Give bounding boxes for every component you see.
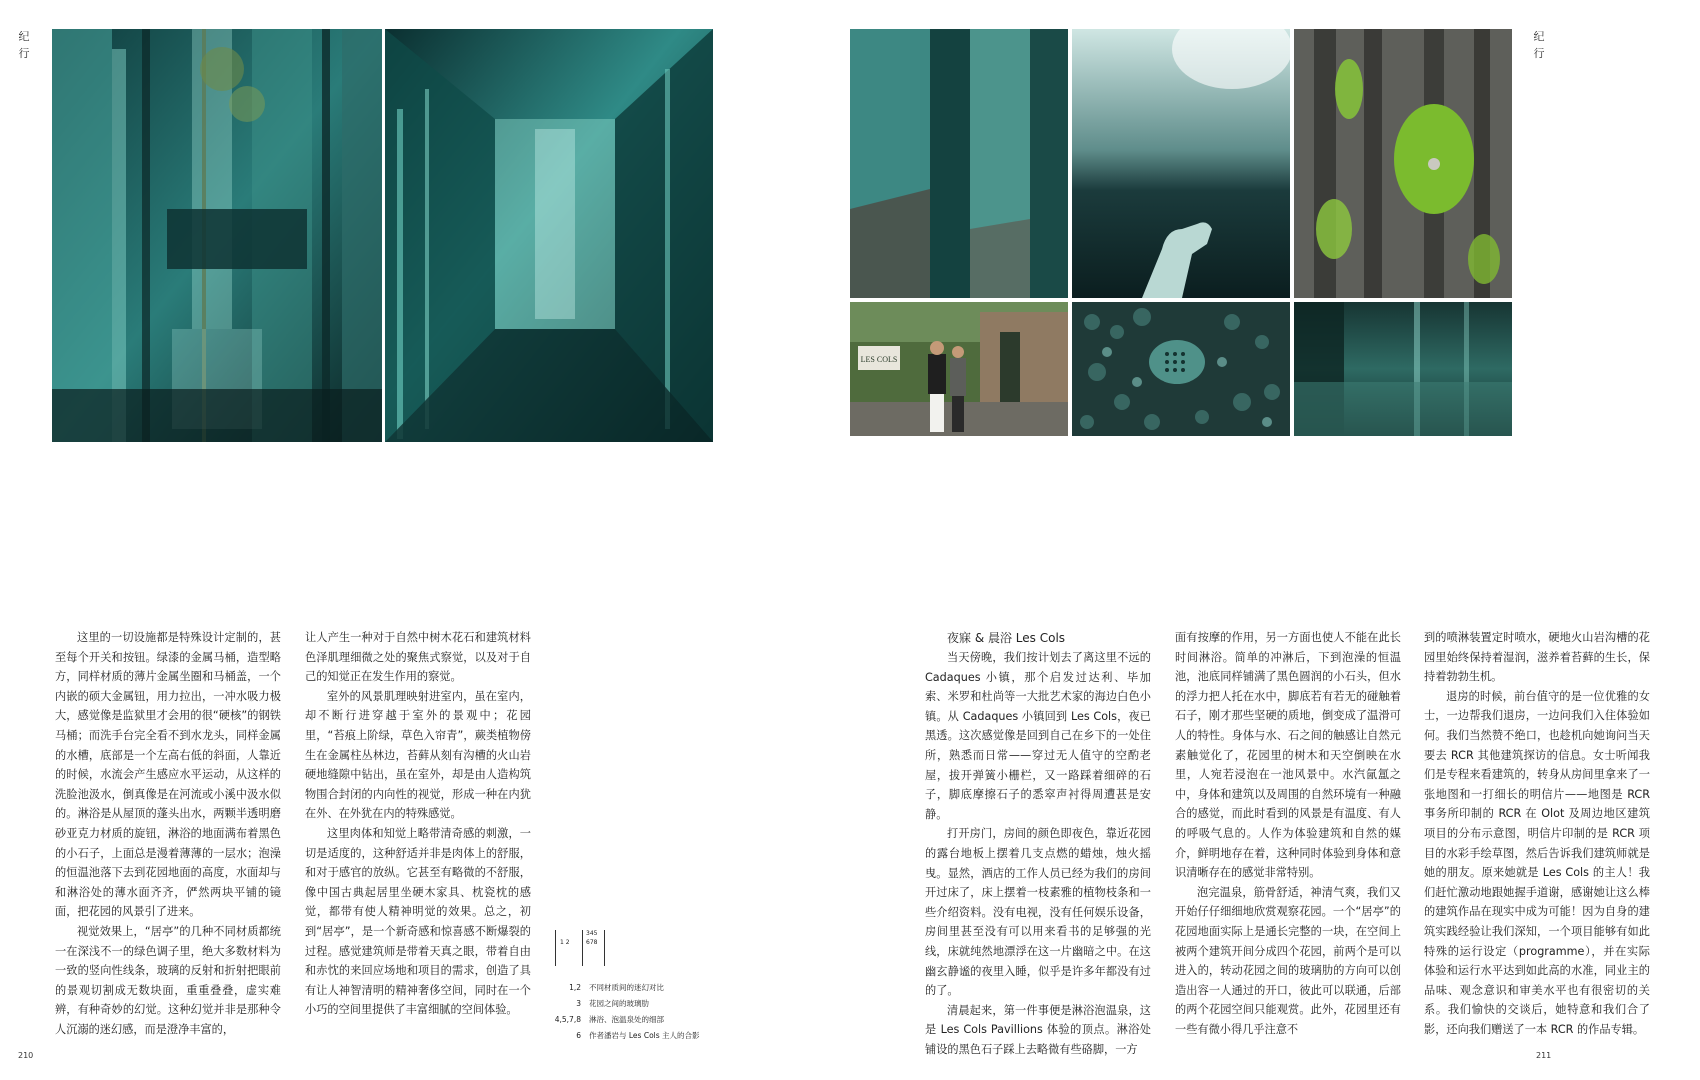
key-left-col (560, 939, 570, 946)
section-heading: 夜寐 & 晨浴 Les Cols (947, 631, 1066, 645)
article-column-3 (925, 628, 1151, 1059)
page-number-left: 210 (18, 1051, 34, 1060)
mossy-rock-detail-photo (1294, 29, 1512, 298)
key-label-6: 6 (586, 939, 590, 946)
glass-corridor-with-tree-photo (52, 29, 382, 442)
article-paragraph: 这里肉体和知觉上略带清奇感的刺激，一切是适度的，这种舒适并非是肉体上的舒服，和对于感官的放纵。它甚至有略微的不舒服，像中国古典起居里坐硬木家具、枕瓷枕的感觉，都带有使人精神明觉的效果。总之，初到“居亭”，是一个新奇感和惊喜感不断爆裂的过程。感觉建筑师是带着天真之眼，带着自由和赤忱的来回应场地和项目的需求，创造了具有让人神智清明的精神奢侈空间，同时在一个小巧的空间里提供了丰富细腻的空间体验。 (305, 826, 531, 1017)
caption-text: 淋浴、泡温泉处的细部 (589, 1015, 664, 1024)
article-paragraph: 清晨起来，第一件事便是淋浴泡温泉，这是 Les Cols Pavillions 体验的顶点。淋浴处铺设的黑色石子踩上去略微有些硌脚，一方 (925, 1003, 1151, 1056)
article-paragraph: 室外的风景肌理映射进室内，虽在室内，却不断行进穿越于室外的景观中；花园里，“苔痕上阶绿，草色入帘青”，蕨类植物傍生在金属柱丛林边，苔藓从刻有沟槽的火山岩硬地缝隙中钻出，虽在室外，却是由人造构筑物围合封闭的内向性的视觉，形成一种在内犹在外、在外犹在内的特殊感觉。 (305, 689, 531, 821)
key-left-border (555, 930, 556, 966)
author-with-les-cols-owner-photo (850, 302, 1068, 436)
article-paragraph: 让人产生一种对于自然中树木花石和建筑材料色泽肌理细微之处的聚焦式察觉，以及对于自己的知觉正在发生作用的察觉。 (305, 631, 531, 684)
article-paragraph: 打开房门，房间的颜色即夜色，靠近花园的露台地板上摆着几支点燃的蜡烛，烛火摇曳。显然，酒店的工作人员已经为我们的房间开过床了，床上摆着一枝素雅的植物枝条和一些介绍资料。没有电视，没有任何娱乐设备，房间里甚至没有可以用来看书的足够强的光线，床就纯然地漂浮在这一片幽暗之中。在这幽玄静谧的夜里入睡，似乎是许多年都没有过的了。 (925, 827, 1151, 998)
article-paragraph: 面有按摩的作用，另一方面也使人不能在此长时间淋浴。简单的冲淋后，下到泡澡的恒温池，池底同样铺满了黑色圆润的小石头，但水的浮力把人托在水中，脚底若有若无的碰触着石子，刚才那些坚硬的质地，倒变成了温滑可人的特性。身体与水、石之间的触感让自然元素触觉化了，花园里的树木和天空倒映在水里，人宛若浸泡在一池风景中。水汽氤氲之中，身体和建筑以及周围的自然环境有一种融合的感觉，而此时看到的风景是有温度、有人的呼吸气息的。人作为体验建筑和自然的媒介，鲜明地存在着，这种同时体验到身体和意识清晰存在的感觉非常特别。 (1175, 631, 1401, 880)
caption-text: 不同材质间的迷幻对比 (589, 983, 664, 992)
article-paragraph: 退房的时候，前台值守的是一位优雅的女士，一边帮我们退房，一边问我们入住体验如何。我们当然赞不绝口，也趁机向她询问当天要去 RCR 其他建筑探访的信息。女士听闻我们是专程来看建筑的，转身从房间里拿来了一张地图和一打细长的明信片——地图是 RCR 事务所印制的 RCR 在 Olot 及周边地区建筑项目的分布示意图，明信片印制的是 RCR 项目的水彩手绘草图，然后告诉我们建筑师就是她的朋友。原来她就是 Les Cols 的主人！我们赶忙激动地跟她握手道谢，感谢她让这么棒的建筑作品在现实中成为可能！因为自身的建筑实践经验让我们深知，一个项目能够有如此特殊的运行设定（programme），并在实际体验和运行水平达到如此高的水准，同业主的品味、观念意识和审美水平也有很密切的关系。我们愉快的交谈后，她特意和我们合了影，还向我们赠送了一本 RCR 的作品专辑。 (1424, 689, 1650, 1036)
caption-number: 6 (576, 1031, 581, 1040)
photo-layout-key (555, 930, 605, 966)
article-column-1 (55, 628, 281, 1039)
key-label-8: 8 (593, 939, 598, 946)
glass-pavilion-interior-photo (385, 29, 713, 442)
key-label-5: 5 (593, 930, 598, 937)
article-column-2 (305, 628, 531, 1020)
caption-number: 4,5,7,8 (554, 1015, 581, 1024)
caption-text: 花园之间的玻璃肋 (589, 999, 649, 1008)
key-divider (582, 930, 583, 966)
caption-number: 3 (576, 999, 581, 1008)
article-paragraph: 泡完温泉，筋骨舒适，神清气爽，我们又开始仔仔细细地欣赏观察花园。一个“居亭”的花园地面实际上是通长完整的一块，在空间上被两个建筑开间分成四个花园，前两个是可以进入的，转动花园之间的玻璃肋的方向可以创造出容一人通过的开口，彼此可以联通，后部的两个花园空间只能观赏。此外，花园里还有一些有微小得几乎注意不 (1175, 885, 1401, 1036)
page-number-right: 211 (1536, 1051, 1552, 1060)
key-label-1: 1 (560, 939, 564, 946)
black-pebbles-and-drain-photo (1072, 302, 1290, 436)
glass-walls-and-stone-photo (850, 29, 1068, 298)
glass-pool-reflection-photo (1294, 302, 1512, 436)
article-paragraph: 当天傍晚，我们按计划去了离这里不远的 Cadaques 小镇，那个启发过达利、毕加索、米罗和杜尚等一大批艺术家的海边白色小镇。从 Cadaques 小镇回到 Les Cols，夜已黑透。这次感觉像是回到自己在乡下的一处住所，熟悉而日常——穿过无人值守的空酌老屋，拔开弹簧小栅栏，又一路踩着细碎的石子，脚底摩擦石子的悉窣声衬得周遭甚是安静。 (925, 651, 1151, 821)
key-right-bottom (586, 939, 597, 946)
photo-caption (553, 1030, 700, 1041)
caption-number: 1,2 (569, 983, 581, 992)
key-label-2: 2 (565, 939, 570, 946)
hand-in-pool-photo (1072, 29, 1290, 298)
key-label-3: 3 (586, 930, 590, 937)
article-paragraph: 视觉效果上，“居亭”的几种不同材质都统一在深浅不一的绿色调子里，绝大多数材料为一致的竖向性线条，玻璃的反射和折射把眼前的景观切割成无数块面，重重叠叠，虚实难辨，有种奇妙的幻觉。这种幻觉并非是那种令人沉溺的迷幻感，而是澄净丰富的， (55, 924, 281, 1036)
photo-caption (553, 998, 649, 1009)
key-label-4: 4 (589, 930, 594, 937)
caption-text: 作者潘岩与 Les Cols 主人的合影 (589, 1031, 700, 1040)
key-right-top (586, 930, 597, 937)
article-column-4 (1175, 628, 1401, 1039)
les-cols-sign-text: LES COLS (860, 355, 898, 364)
section-tag-left: 纪行 (18, 30, 30, 60)
photo-caption (553, 1014, 664, 1025)
article-paragraph: 到的喷淋装置定时喷水，硬地火山岩沟槽的花园里始终保持着湿润，滋养着苔藓的生长，保持着勃勃生机。 (1424, 631, 1650, 684)
article-paragraph: 这里的一切设施都是特殊设计定制的，甚至每个开关和按钮。绿漆的金属马桶，造型略方，同样材质的薄片金属坐圈和马桶盖，一个内嵌的硕大金属钮，用力拉出，一冲水吸力极大，感觉像是监狱里才会用的很“硬核”的钢铁马桶；而洗手台完全看不到水龙头，同样金属的水槽，底部是一个左高右低的斜面，人靠近的时候，水流会产生感应水平运动，从这样的洗脸池汲水，倒真像是在河流或小溪中汲水似的。淋浴是从屋顶的蓬头出水，两颗半透明磨砂亚克力材质的旋钮，淋浴的地面满布着黑色的小石子，上面总是漫着薄薄的一层水；泡澡的恒温池落下去到花园地面的高度，水面却与和淋浴处的薄水面齐齐，俨然两块平铺的镜面，把花园的风景引了进来。 (55, 631, 281, 919)
section-tag-right: 纪行 (1533, 30, 1545, 60)
key-right-border (604, 930, 605, 966)
photo-caption (553, 982, 664, 993)
article-column-5 (1424, 628, 1650, 1039)
key-label-7: 7 (589, 939, 594, 946)
